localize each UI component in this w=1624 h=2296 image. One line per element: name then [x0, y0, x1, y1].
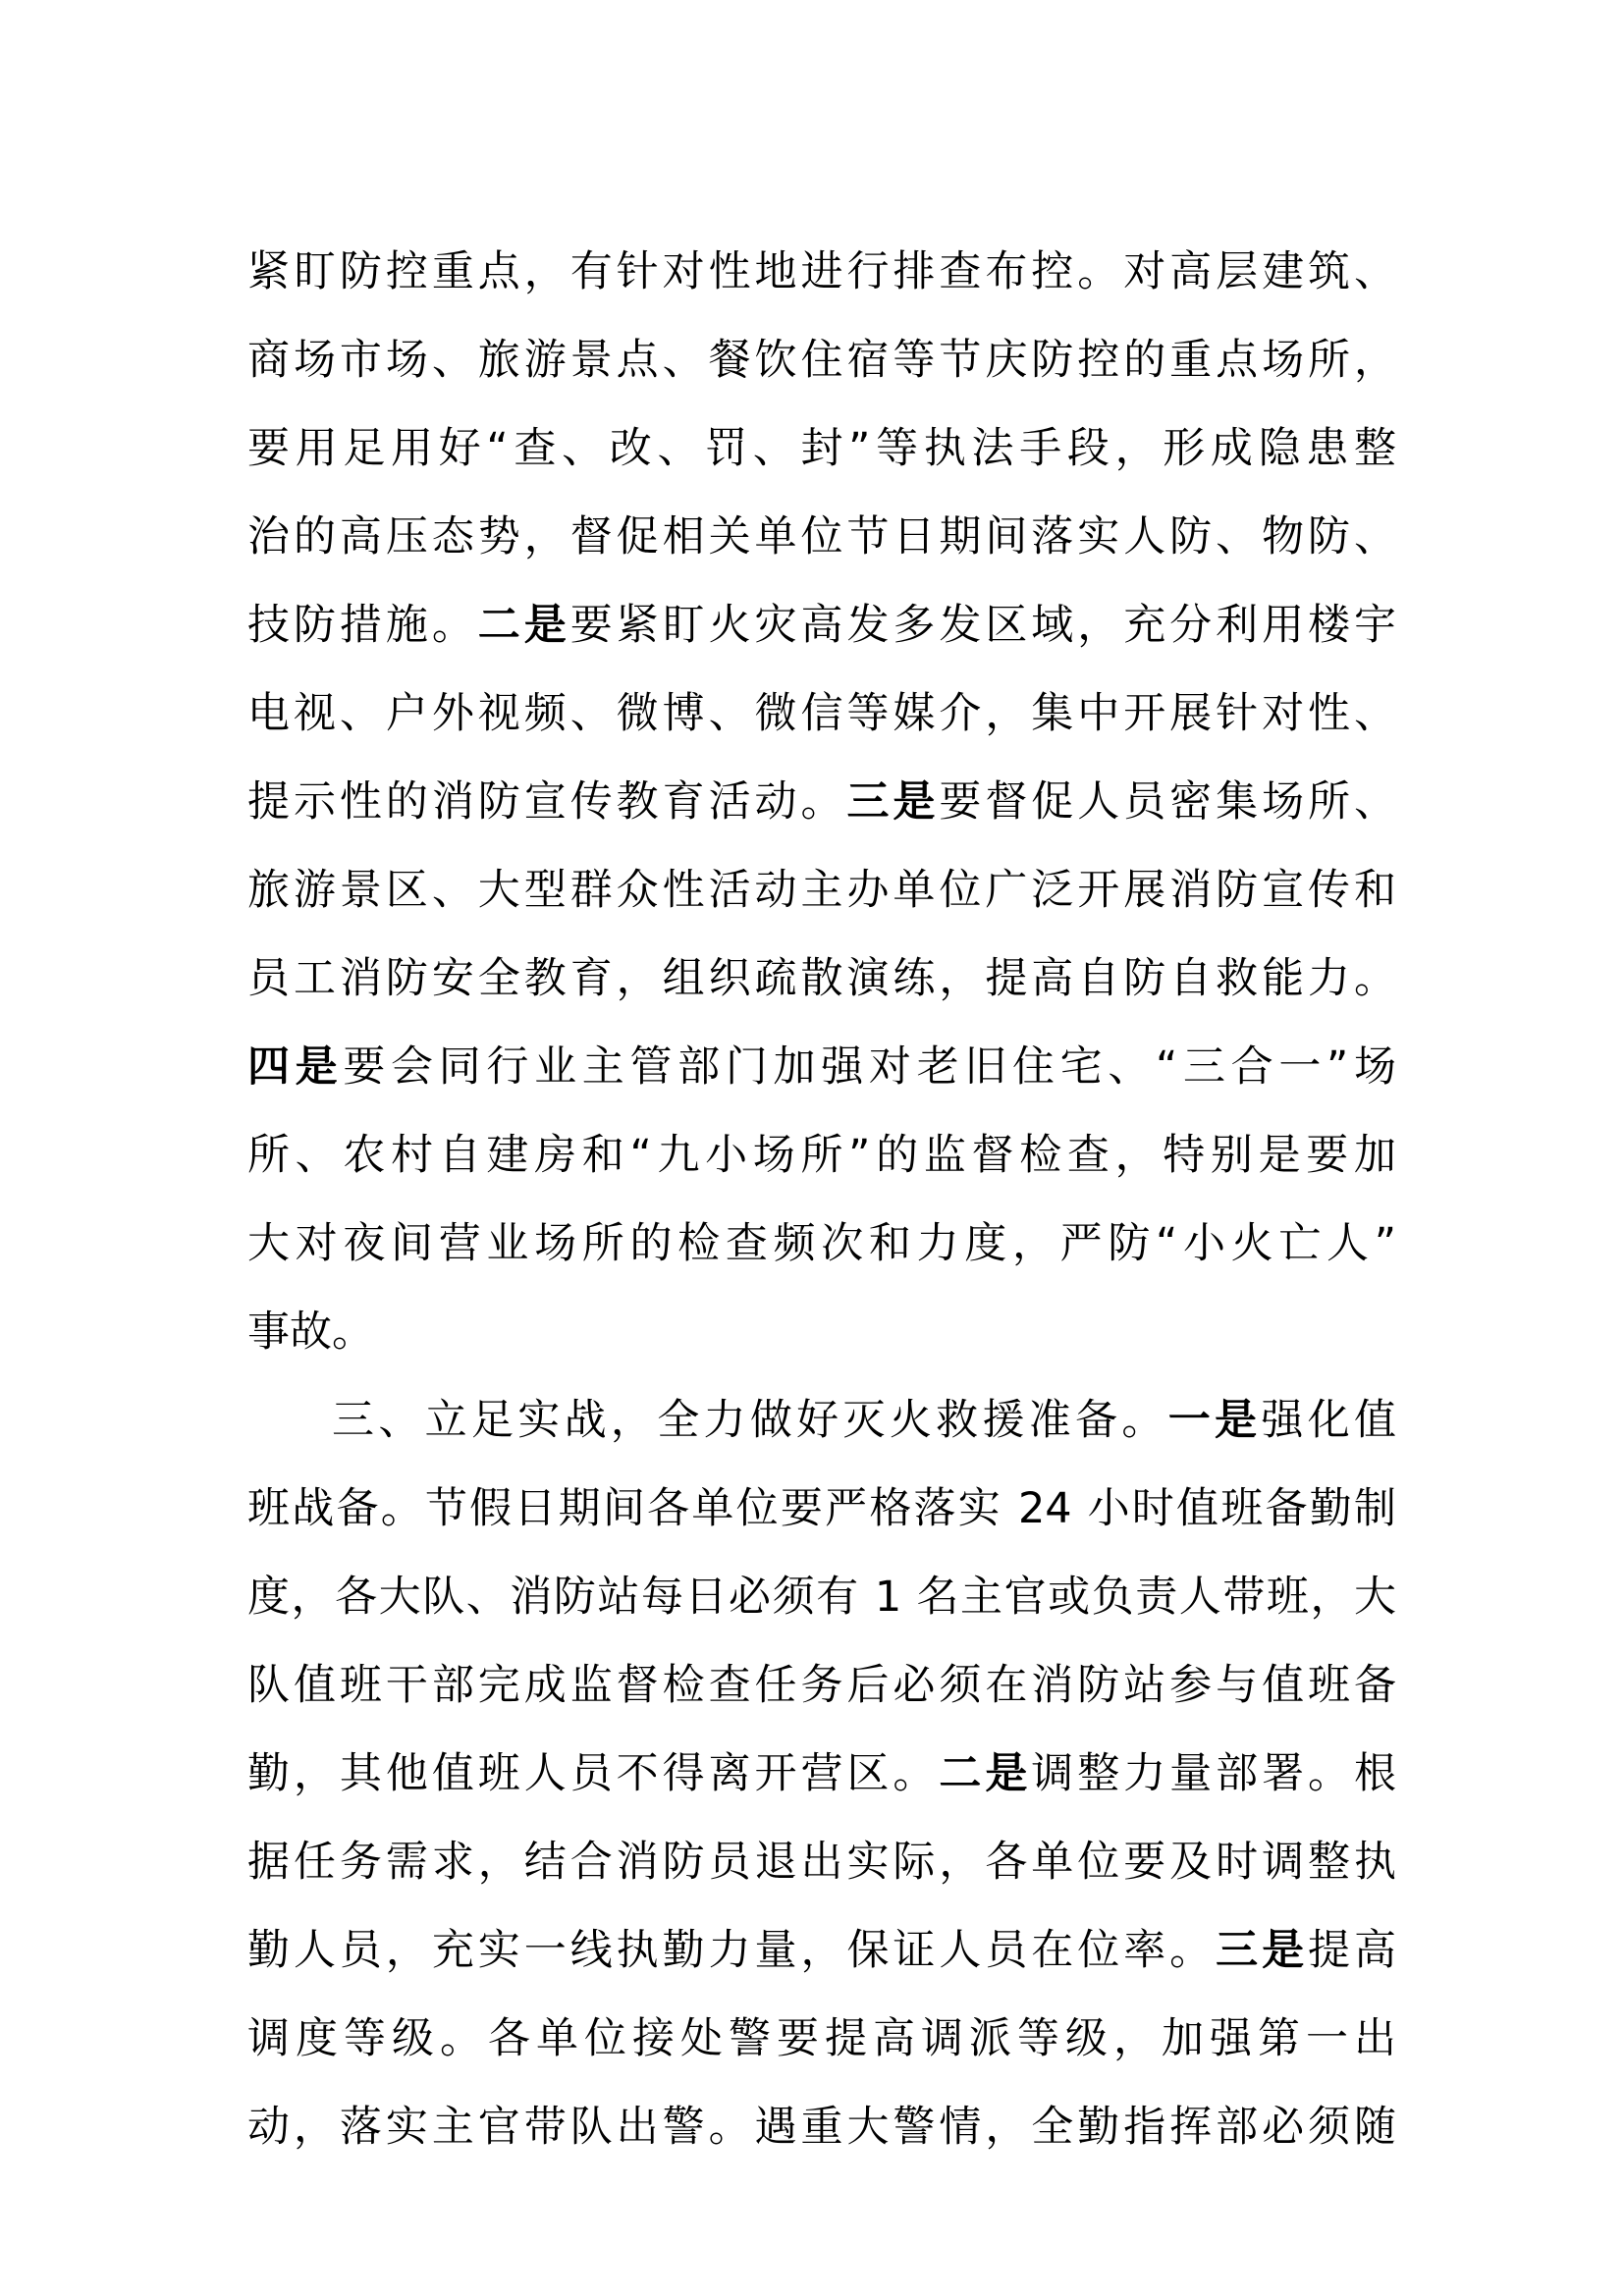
text-run: 员工消防安全教育，组织疏散演练，提高自防自救能力。	[247, 954, 1396, 1003]
text-run: 提高	[1308, 1926, 1397, 1975]
text-run: 调整力量部署。根	[1031, 1749, 1397, 1798]
text-run: 旅游景区、大型群众性活动主办单位广泛开展消防宣传和	[247, 866, 1396, 915]
text-run: 勤，其他值班人员不得离开营区。	[247, 1749, 940, 1798]
text-line	[247, 1641, 1396, 1730]
text-run: 商场市场、旅游景点、餐饮住宿等节庆防控的重点场所，	[247, 336, 1396, 385]
text-run: 要用足用好“查、改、罚、封”等执法手段，形成隐患整	[247, 424, 1396, 473]
ordinal-marker: 二是	[477, 601, 570, 650]
ordinal-marker: 二是	[939, 1749, 1032, 1798]
text-line	[247, 1023, 1396, 1111]
text-run: 要会同行业主管部门加强对老旧住宅、“三合一”场	[343, 1042, 1396, 1092]
text-line	[247, 758, 1396, 846]
text-line	[247, 404, 1396, 493]
text-line	[247, 846, 1396, 934]
text-run: 调度等级。各单位接处警要提高调派等级，加强第一出	[247, 2014, 1396, 2063]
ordinal-marker: 三是	[846, 777, 940, 827]
text-line	[247, 1111, 1396, 1200]
text-run: 强化值	[1261, 1396, 1397, 1445]
text-line	[247, 2083, 1396, 2171]
text-run: 度，各大队、消防站每日必须有 1 名主官或负责人带班，大	[247, 1573, 1396, 1622]
document-body	[247, 228, 1396, 2171]
text-run: 提示性的消防宣传教育活动。	[247, 777, 847, 827]
ordinal-marker: 一是	[1167, 1396, 1262, 1445]
text-line	[247, 934, 1396, 1023]
text-line	[247, 1200, 1396, 1288]
text-line	[247, 581, 1396, 669]
text-line	[247, 1553, 1396, 1641]
text-line	[247, 1465, 1396, 1553]
text-line	[247, 1995, 1396, 2083]
text-run: 要督促人员密集场所、	[939, 777, 1397, 827]
ordinal-marker: 四是	[247, 1042, 344, 1092]
text-run: 治的高压态势，督促相关单位节日期间落实人防、物防、	[247, 512, 1396, 561]
text-run: 要紧盯火灾高发多发区域，充分利用楼宇	[569, 601, 1397, 650]
text-run: 动，落实主官带队出警。遇重大警情，全勤指挥部必须随	[247, 2103, 1396, 2152]
text-run: 大对夜间营业场所的检查频次和力度，严防“小火亡人”	[247, 1219, 1396, 1268]
text-line	[247, 493, 1396, 581]
text-run: 事故。	[247, 1308, 374, 1357]
text-line	[247, 1906, 1396, 1995]
section-heading: 三、立足实战，全力做好灭火救援准备。	[332, 1396, 1168, 1445]
section-heading-line	[247, 1376, 1396, 1465]
text-line	[247, 1818, 1396, 1906]
text-line	[247, 669, 1396, 758]
text-run: 据任务需求，结合消防员退出实际，各单位要及时调整执	[247, 1838, 1396, 1887]
ordinal-marker: 三是	[1216, 1926, 1309, 1975]
text-run: 勤人员，充实一线执勤力量，保证人员在位率。	[247, 1926, 1217, 1975]
text-line	[247, 228, 1396, 316]
text-run: 技防措施。	[247, 601, 478, 650]
text-line	[247, 1288, 1396, 1376]
text-run: 紧盯防控重点，有针对性地进行排查布控。对高层建筑、	[247, 247, 1396, 296]
text-run: 班战备。节假日期间各单位要严格落实 24 小时值班备勤制	[247, 1484, 1396, 1533]
text-run: 队值班干部完成监督检查任务后必须在消防站参与值班备	[247, 1661, 1396, 1710]
text-line	[247, 316, 1396, 404]
text-run: 所、农村自建房和“九小场所”的监督检查，特别是要加	[247, 1131, 1396, 1180]
text-line	[247, 1730, 1396, 1818]
text-run: 电视、户外视频、微博、微信等媒介，集中开展针对性、	[247, 689, 1396, 738]
